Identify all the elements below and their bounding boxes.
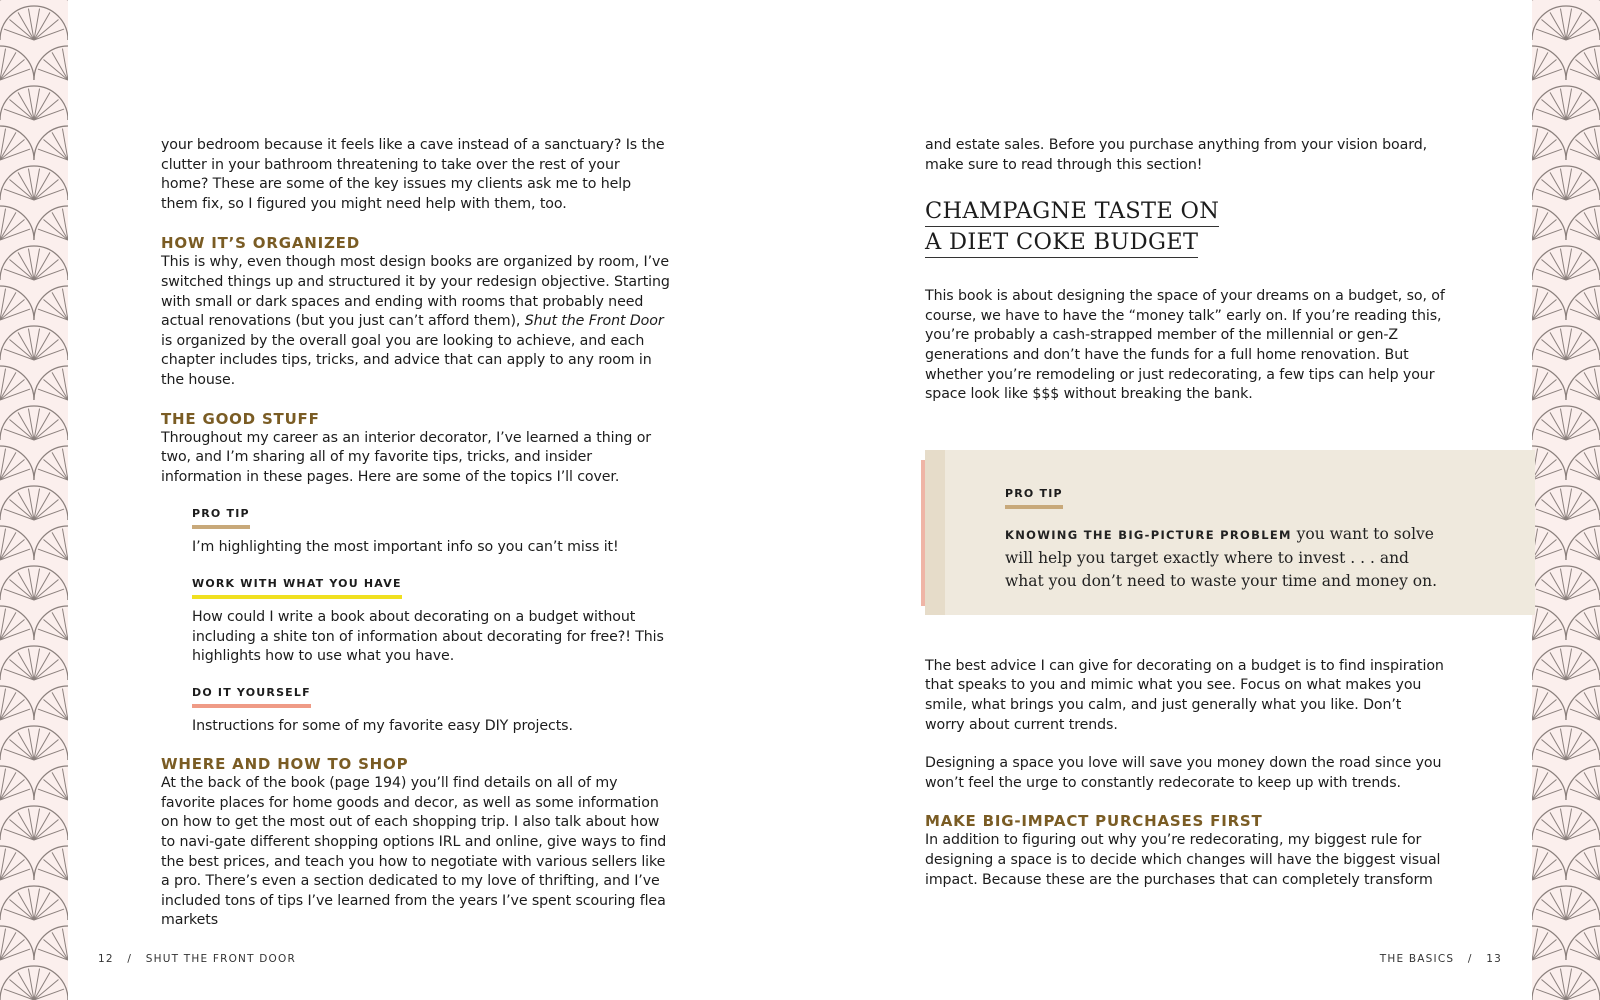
callout-lead: KNOWING THE BIG-PICTURE PROBLEM xyxy=(1005,528,1292,542)
fan-pattern-border-left xyxy=(0,0,68,1000)
left-page-column xyxy=(161,136,671,931)
pro-tip-callout xyxy=(925,450,1535,615)
tip-pro-tip xyxy=(192,502,671,558)
left-footer-separator: / xyxy=(127,953,133,965)
callout-pro-tip-tag: PRO TIP xyxy=(1005,487,1063,509)
work-with-what-you-have-tag: WORK WITH WHAT YOU HAVE xyxy=(192,577,402,599)
callout-quote xyxy=(1005,523,1445,593)
tip-do-it-yourself xyxy=(192,681,671,737)
section-heading-line-2: A DIET COKE BUDGET xyxy=(925,227,1198,258)
tip-work-with-what-you-have xyxy=(192,572,671,667)
callout-side-band xyxy=(925,450,945,615)
work-with-what-you-have-text: How could I write a book about decorating on a budget without including a shite ton of information about decorating for free?! This highlights how to use what you have. xyxy=(192,608,664,665)
right-page-number: 13 xyxy=(1486,953,1502,965)
where-and-how-to-shop-heading: WHERE AND HOW TO SHOP xyxy=(161,755,409,774)
organized-text-2: is organized by the overall goal you are looking to achieve, and each chapter includes tips, tricks, and advice that can apply to any room in the house. xyxy=(161,332,652,388)
good-stuff-heading: THE GOOD STUFF xyxy=(161,409,320,428)
fan-pattern-border-right xyxy=(1532,0,1600,1000)
inspiration-paragraph: The best advice I can give for decorating on a budget is to find inspiration that speaks to you and mimic what you see. Focus on what makes you smile, what brings you calm, and just generally what you like. Don’t worry about current trends. xyxy=(925,657,1444,733)
pro-tip-tag: PRO TIP xyxy=(192,507,250,529)
organized-text-1: This is why, even though most design books are organized by room, I’ve switched things up and structured it by your redesign objective. Starting with small or dark spaces and ending with rooms that probably need actual renovations (but you just can’t afford them), xyxy=(161,254,670,330)
book-title-footer: SHUT THE FRONT DOOR xyxy=(145,953,296,965)
callout-text: you want to solve will help you target exactly where to invest . . . and what you don’t need to waste your time and money on. xyxy=(1005,525,1437,590)
shop-paragraph: At the back of the book (page 194) you’ll find details on all of my favorite places for home goods and decor, as well as some information on how to get the most out of each shopping trip. I also talk about how to navi-gate different shopping options IRL and online, give ways to find the best prices, and teach you how to negotiate with various sellers like a pro. There’s even a section dedicated to my love of thrifting, and I’ve included tons of tips I’ve learned from the years I’ve spent scouring flea markets xyxy=(161,775,667,929)
footer-right xyxy=(1380,953,1502,965)
section-heading-line-1: CHAMPAGNE TASTE ON xyxy=(925,196,1219,227)
left-intro-paragraph: your bedroom because it feels like a cave instead of a sanctuary? Is the clutter in your bathroom threatening to take over the rest of your home? These are some of the key issues my clients ask me to help them fix, so I figured you might need help with them, too. xyxy=(161,137,665,212)
money-talk-paragraph: This book is about designing the space of your dreams on a budget, so, of course, we have to have the “money talk” early on. If you’re reading this, you’re probably a cash-strapped member of the millennial or gen-Z generations and don’t have the funds for a full home renovation. But whether you’re remodeling or just redecorating, a few tips can help your space look like $$$ without breaking the bank. xyxy=(925,288,1445,403)
how-its-organized-heading: HOW IT’S ORGANIZED xyxy=(161,234,360,253)
footer-left xyxy=(98,953,296,965)
do-it-yourself-tag: DO IT YOURSELF xyxy=(192,686,311,708)
section-heading xyxy=(925,196,1445,258)
save-money-paragraph: Designing a space you love will save you money down the road since you won’t feel the urge to constantly redecorate to keep up with trends. xyxy=(925,755,1442,791)
good-stuff-paragraph: Throughout my career as an interior decorator, I’ve learned a thing or two, and I’m sharing all of my favorite tips, tricks, and insider information in these pages. Here are some of the topics I’ll cover. xyxy=(161,429,652,485)
do-it-yourself-text: Instructions for some of my favorite easy DIY projects. xyxy=(192,717,573,734)
organized-paragraph xyxy=(161,253,671,390)
book-title: Shut the Front Door xyxy=(524,313,664,330)
left-page-number: 12 xyxy=(98,953,114,965)
big-impact-heading: MAKE BIG-IMPACT PURCHASES FIRST xyxy=(925,812,1263,831)
callout-content xyxy=(1005,482,1445,593)
chapter-title-footer: THE BASICS xyxy=(1379,953,1455,965)
right-intro-paragraph: and estate sales. Before you purchase anything from your vision board, make sure to read through this section! xyxy=(925,137,1428,173)
pro-tip-text: I’m highlighting the most important info so you can’t miss it! xyxy=(192,539,619,556)
big-impact-paragraph: In addition to figuring out why you’re redecorating, my biggest rule for designing a space is to decide which changes will have the biggest visual impact. Because these are the purchases that can completely transform xyxy=(925,832,1441,888)
right-footer-separator: / xyxy=(1467,953,1473,965)
